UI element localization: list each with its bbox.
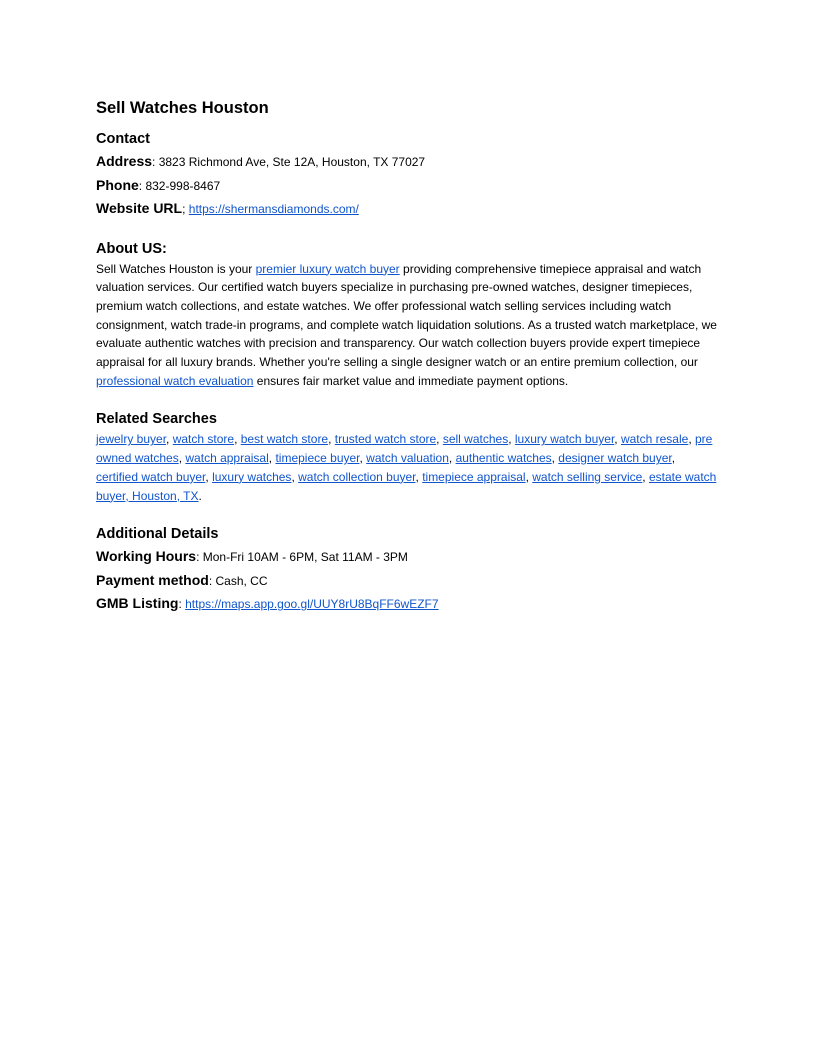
additional-details-section: [96, 524, 720, 616]
address-value: 3823 Richmond Ave, Ste 12A, Houston, TX 77027: [158, 155, 426, 169]
related-search-link[interactable]: pre owned watches: [96, 432, 713, 466]
related-search-link[interactable]: watch valuation: [366, 451, 449, 466]
about-text-3: ensures fair market value and immediate payment options.: [253, 373, 569, 388]
related-search-link[interactable]: best watch store: [240, 432, 329, 447]
related-search-separator: ,: [525, 469, 533, 484]
payment-method-label: Payment method: [96, 571, 209, 588]
website-link[interactable]: https://shermansdiamonds.com/: [188, 202, 359, 216]
related-search-separator: ,: [359, 451, 367, 466]
phone-separator: :: [138, 178, 146, 193]
payment-method-value: Cash, CC: [215, 573, 268, 588]
related-search-link[interactable]: designer watch buyer: [558, 451, 672, 466]
related-search-link[interactable]: luxury watches: [212, 469, 292, 484]
document-page: [96, 96, 720, 616]
phone-label: Phone: [96, 176, 139, 193]
about-paragraph: [96, 260, 720, 391]
related-search-separator: ,: [688, 432, 695, 447]
related-search-link[interactable]: luxury watch buyer: [514, 432, 615, 447]
address-separator: :: [152, 155, 159, 169]
phone-value: 832-998-8467: [145, 178, 221, 193]
section-spacer: [96, 390, 720, 409]
related-search-separator: .: [198, 488, 202, 503]
address-label: Address: [96, 153, 153, 169]
related-searches-section: [96, 409, 720, 505]
related-search-link[interactable]: timepiece buyer: [275, 451, 360, 466]
related-search-separator: ,: [166, 432, 173, 447]
related-search-separator: ,: [205, 469, 213, 484]
section-spacer: [96, 221, 720, 239]
document-title: Sell Watches Houston: [96, 99, 269, 117]
website-label: Website URL: [96, 200, 183, 216]
related-search-link[interactable]: authentic watches: [455, 451, 552, 466]
related-search-link[interactable]: jewelry buyer: [96, 432, 167, 447]
related-search-separator: ,: [268, 451, 276, 466]
related-search-separator: ,: [328, 432, 335, 447]
about-heading: About US:: [96, 240, 167, 257]
website-separator: ;: [182, 202, 189, 216]
related-search-link[interactable]: timepiece appraisal: [422, 469, 526, 484]
related-search-separator: ,: [291, 469, 299, 484]
related-searches-list: [96, 430, 720, 505]
working-hours-value: Mon-Fri 10AM - 6PM, Sat 11AM - 3PM: [202, 550, 408, 565]
related-search-separator: ,: [436, 432, 443, 447]
related-search-separator: ,: [551, 451, 559, 466]
about-section: [96, 239, 720, 391]
related-search-separator: ,: [415, 469, 423, 484]
related-search-separator: ,: [448, 451, 456, 466]
related-search-separator: ,: [671, 451, 676, 466]
related-search-separator: ,: [234, 432, 241, 447]
related-search-link[interactable]: watch appraisal: [185, 451, 269, 466]
related-search-link[interactable]: watch collection buyer: [298, 469, 416, 484]
premier-luxury-watch-buyer-link[interactable]: premier luxury watch buyer: [255, 261, 400, 276]
gmb-listing-label: GMB Listing: [96, 595, 179, 612]
related-search-link[interactable]: watch selling service: [532, 469, 643, 484]
related-search-separator: ,: [642, 469, 649, 484]
about-text-2: providing comprehensive timepiece appraisal and watch valuation services. Our certified watch buyers specialize in purchasing pre-owned watches, designer timepieces, premium watch collections, and estate watches. We offer professional watch selling services including watch consignment, watch trade-in programs, and complete watch liquidation solutions. As a trusted watch marketplace, we evaluate authentic watches with precision and transparency. Our watch collection buyers provide expert timepiece appraisal for all luxury brands. Whether you're selling a single designer watch or an entire premium collection, our: [96, 261, 717, 370]
working-hours-label: Working Hours: [96, 548, 197, 565]
gmb-listing-separator: :: [178, 597, 186, 612]
working-hours-separator: :: [196, 550, 203, 565]
about-text-1: Sell Watches Houston is your: [96, 261, 256, 276]
website-row: [96, 197, 720, 221]
contact-section: [96, 129, 720, 221]
related-search-link[interactable]: certified watch buyer: [96, 469, 206, 484]
address-row: [96, 150, 720, 174]
related-search-link[interactable]: watch store: [172, 432, 235, 447]
related-search-link[interactable]: trusted watch store: [334, 432, 437, 447]
payment-method-separator: :: [208, 573, 216, 588]
working-hours-row: [96, 545, 720, 569]
additional-details-heading: Additional Details: [96, 526, 219, 543]
related-search-link[interactable]: estate watch buyer, Houston, TX: [96, 469, 717, 503]
related-search-link[interactable]: sell watches: [442, 432, 509, 447]
related-search-separator: ,: [178, 451, 186, 466]
professional-watch-evaluation-link[interactable]: professional watch evaluation: [96, 373, 254, 388]
contact-heading: Contact: [96, 131, 150, 147]
payment-method-row: [96, 569, 720, 593]
section-spacer: [96, 505, 720, 524]
related-search-separator: ,: [508, 432, 515, 447]
gmb-listing-link[interactable]: https://maps.app.goo.gl/UUY8rU8BqFF6wEZF7: [185, 597, 439, 612]
gmb-listing-row: [96, 592, 720, 616]
related-search-link[interactable]: watch resale: [620, 432, 689, 447]
related-search-separator: ,: [614, 432, 621, 447]
related-searches-heading: Related Searches: [96, 411, 217, 428]
phone-row: [96, 174, 720, 198]
